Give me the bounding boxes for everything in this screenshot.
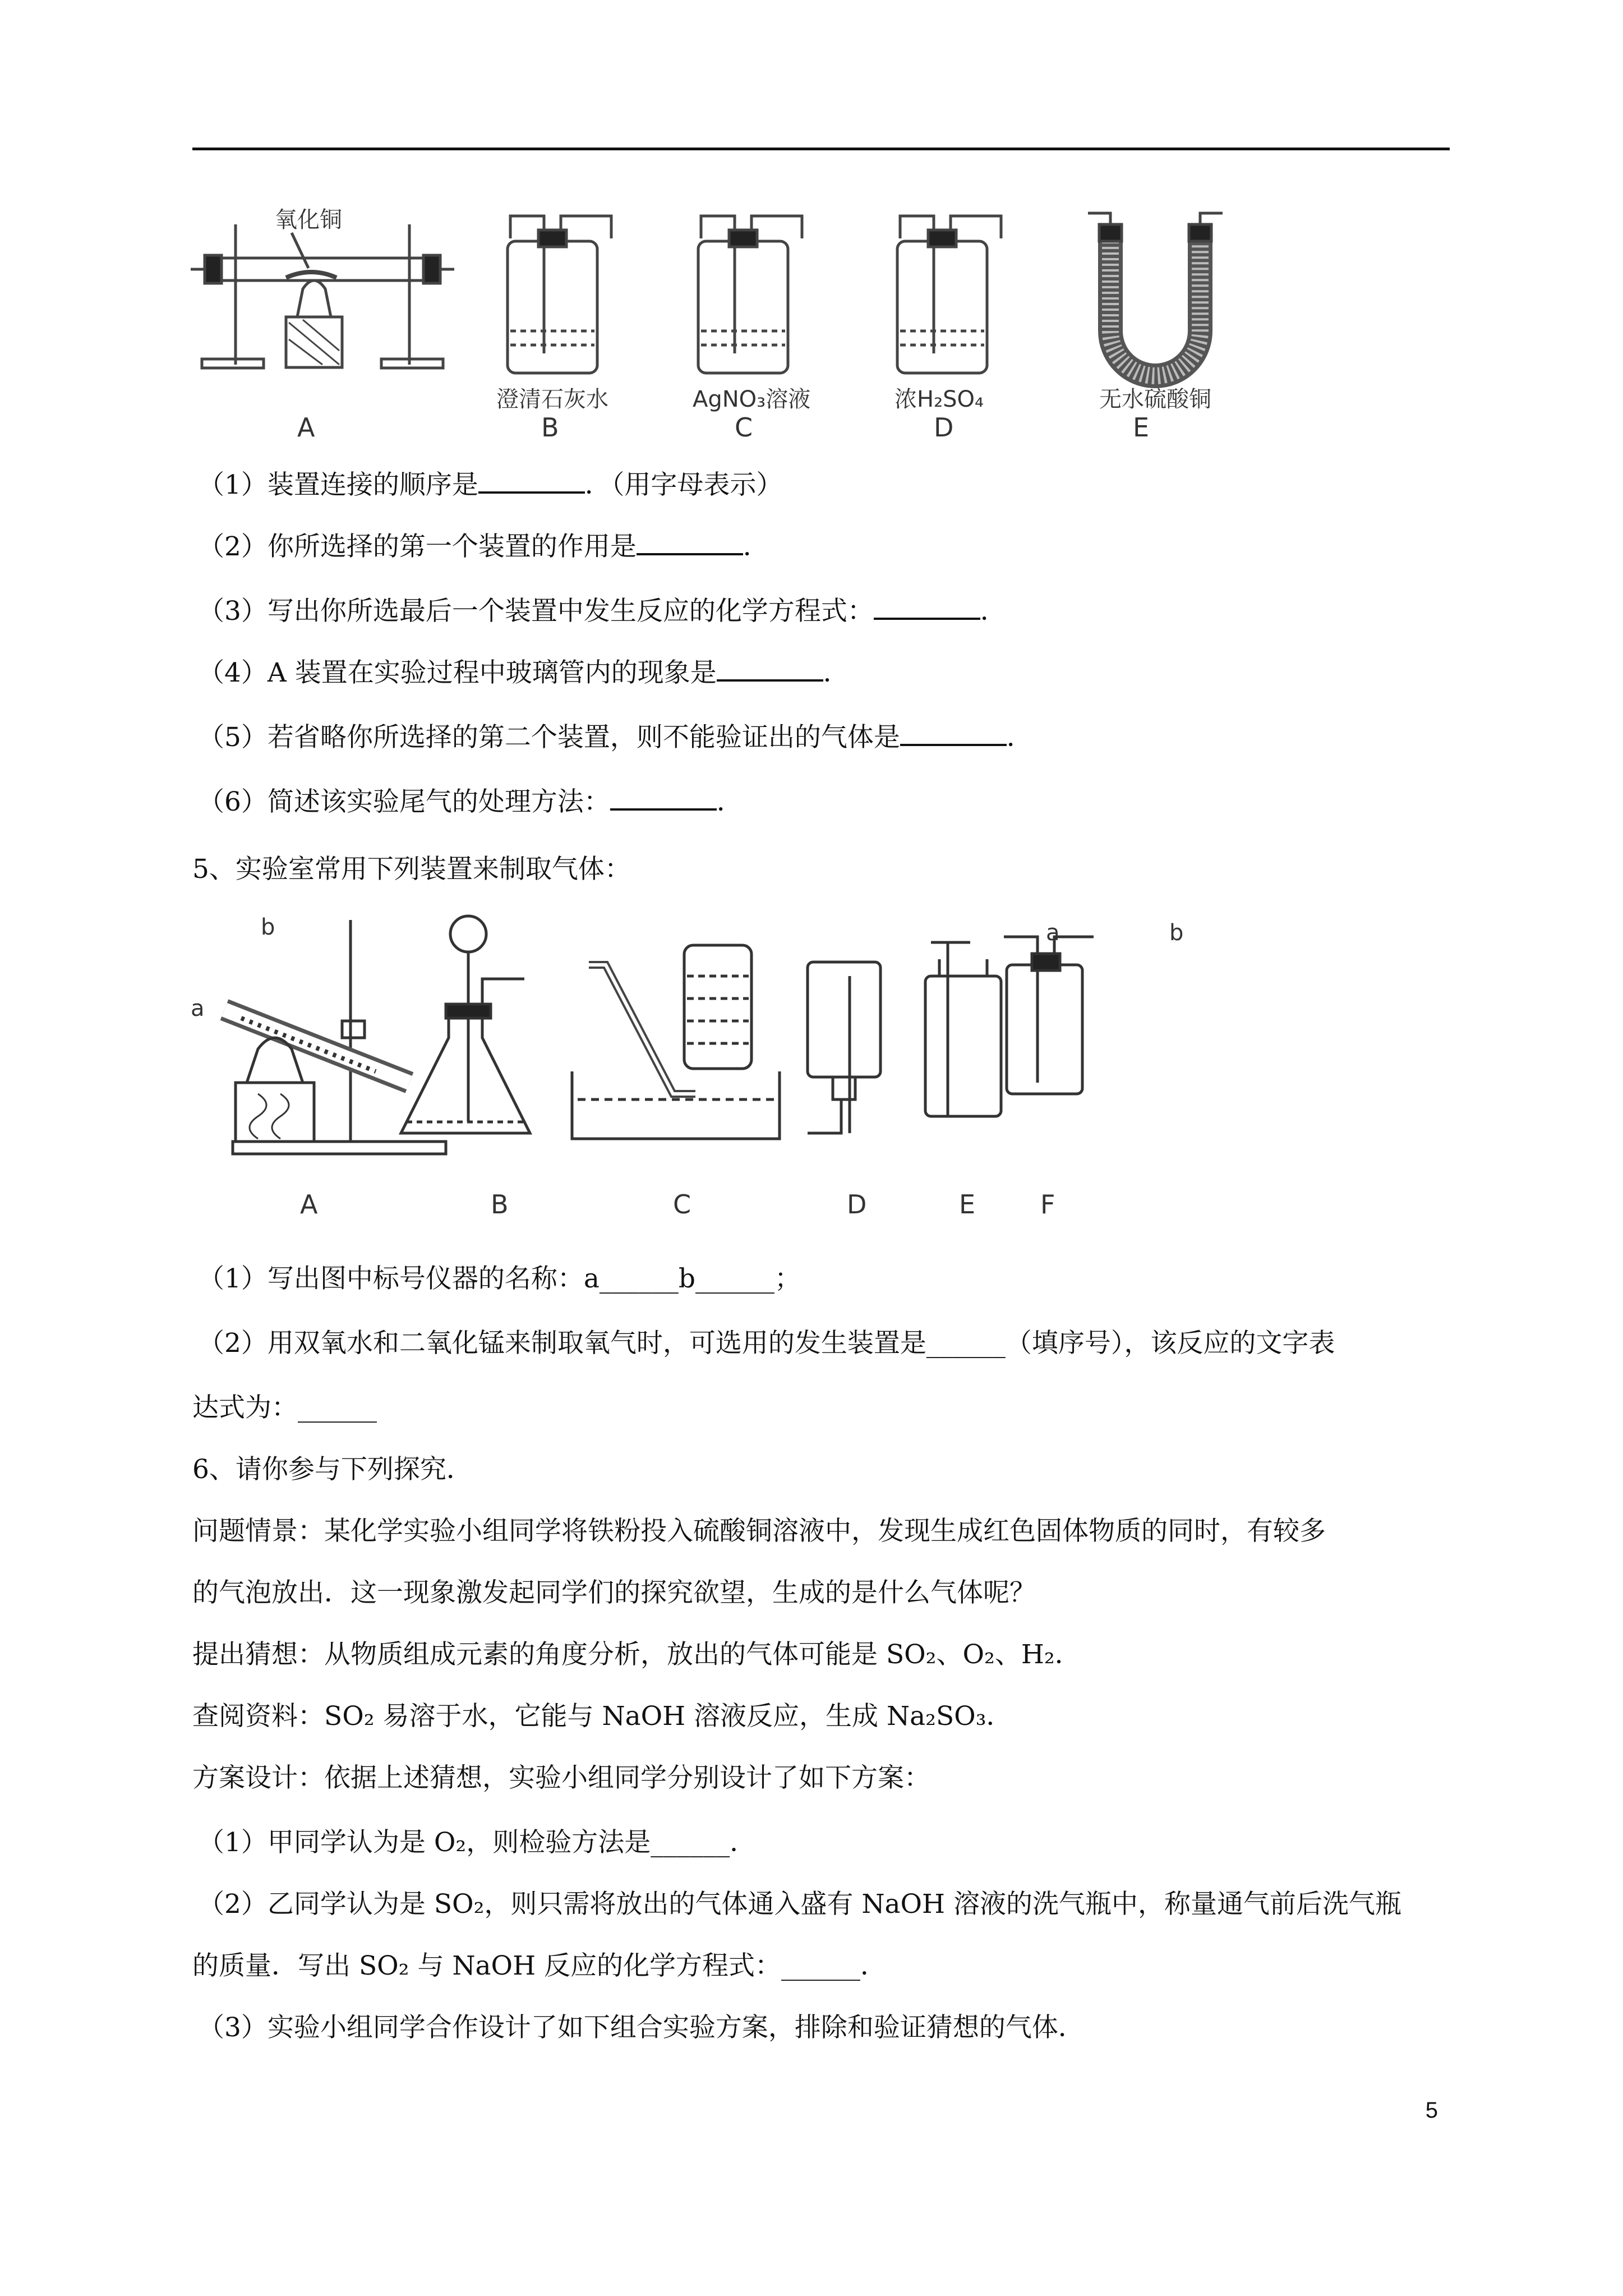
q6-item-3: （3）实验小组同学合作设计了如下组合实验方案，排除和验证猜想的气体． [198,2012,1085,2043]
q4-item-1-tail: ．（用字母表示） [584,470,783,500]
figure1-label-d: 浓H₂SO₄ [895,386,984,412]
header-rule [192,148,1450,150]
q6-item-2-line1: （2）乙同学认为是 SO₂，则只需将放出的气体通入盛有 NaOH 溶液的洗气瓶中，称量通气前后洗气瓶 [198,1889,1401,1920]
label-f-b: b [1169,920,1184,946]
q4-item-6 [198,785,743,819]
label-a: a [191,996,205,1022]
answer-blank[interactable] [874,595,980,620]
answer-blank[interactable] [610,786,717,811]
apparatus-a-f-drawing [191,914,1200,1228]
q4-item-3 [198,595,1007,628]
q6-design: 方案设计：依据上述猜想，实验小组同学分别设计了如下方案： [192,1763,930,1793]
q4-item-5-tail: ． [1006,722,1033,753]
q4-item-2-text: （2）你所选择的第一个装置的作用是 [198,531,637,562]
figure1-label-b: 澄清石灰水 [496,386,608,412]
q4-item-4-text: （4）A 装置在实验过程中玻璃管内的现象是 [198,657,717,688]
q6-scene-line2: 的气泡放出．这一现象激发起同学们的探究欲望，生成的是什么气体呢？ [192,1577,1036,1608]
figure-apparatus-a-e [191,202,1284,449]
q6-info: 查阅资料：SO₂ 易溶于水，它能与 NaOH 溶液反应，生成 Na₂SO₃． [192,1701,1013,1732]
q4-item-5-text: （5）若省略你所选择的第二个装置，则不能验证出的气体是 [198,722,900,753]
label-b: b [261,914,275,940]
figure2-letter-e: E [959,1189,976,1220]
figure1-letter-b: B [541,412,559,443]
figure1-letter-d: D [934,412,954,443]
q6-guess: 提出猜想：从物质组成元素的角度分析，放出的气体可能是 SO₂、O₂、H₂． [192,1639,1081,1670]
q5-title: 5、实验室常用下列装置来制取气体： [192,854,631,885]
q4-item-1-text: （1）装置连接的顺序是 [198,470,478,500]
figure1-label-c: AgNO₃溶液 [693,386,811,412]
q6-scene-line1: 问题情景：某化学实验小组同学将铁粉投入硫酸铜溶液中，发现生成红色固体物质的同时，有较多 [192,1516,1326,1547]
q4-item-6-text: （6）简述该实验尾气的处理方法： [198,786,610,817]
q6-item-2-line2: 的质量．写出 SO₂ 与 NaOH 反应的化学方程式：______． [192,1950,887,1981]
q4-item-5 [198,721,1033,754]
q4-item-2 [198,530,769,564]
figure2-letter-a: A [300,1189,318,1220]
label-f-a: a [1046,920,1060,946]
figure2-letter-f: F [1040,1189,1055,1220]
figure2-letter-b: B [491,1189,509,1220]
q6-title: 6、请你参与下列探究． [192,1454,473,1485]
figure1-caption-a: 氧化铜 [275,207,342,233]
q6-item-1: （1）甲同学认为是 O₂，则检验方法是______． [198,1827,757,1858]
q4-item-3-text: （3）写出你所选最后一个装置中发生反应的化学方程式： [198,596,874,627]
answer-blank[interactable] [717,657,823,682]
figure2-letter-d: D [847,1189,867,1220]
answer-blank[interactable] [900,721,1007,746]
figure1-letter-a: A [297,412,315,443]
q4-item-6-tail: ． [716,786,743,817]
q5-item-2-line1: （2）用双氧水和二氧化锰来制取氧气时，可选用的发生装置是______（填序号），该反应的文字表 [198,1328,1335,1359]
answer-blank[interactable] [637,531,743,555]
answer-blank[interactable] [478,469,585,494]
figure1-letter-c: C [735,412,753,443]
q5-item-1: （1）写出图中标号仪器的名称：a______b______； [198,1263,801,1294]
q4-item-1 [198,468,782,502]
q4-item-4-tail: ． [823,657,850,688]
figure1-letter-e: E [1133,412,1150,443]
q4-item-3-tail: ． [980,596,1007,627]
figure2-letter-c: C [673,1189,691,1220]
q4-item-4 [198,656,850,690]
q4-item-2-tail: ． [743,531,769,562]
page-number: 5 [1425,2098,1438,2123]
q5-item-2-line2: 达式为：______ [192,1392,377,1423]
figure1-label-e: 无水硫酸铜 [1099,386,1211,412]
figure-apparatus-a-f [191,914,1200,1228]
